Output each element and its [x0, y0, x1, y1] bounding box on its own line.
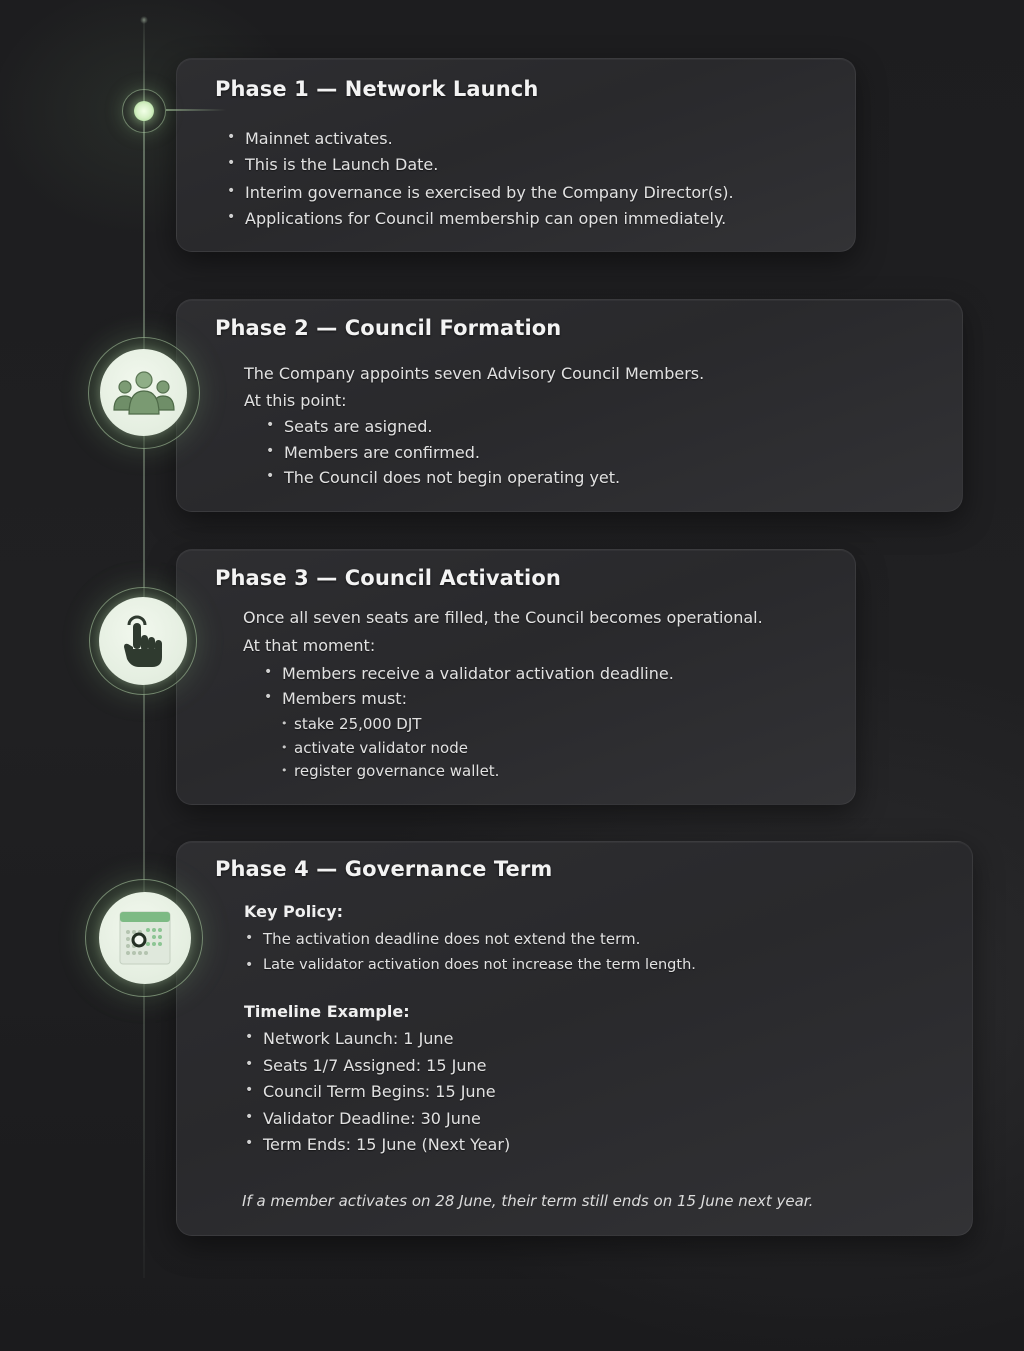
phase-2-intro: The Company appoints seven Advisory Council Members. — [244, 364, 705, 383]
calendar-icon — [119, 910, 171, 966]
hand-pointer-icon — [121, 611, 165, 671]
phase-2-bullet: • Members are confirmed. — [284, 443, 480, 462]
phase-3-lead: At that moment: — [243, 636, 376, 655]
phase-2-title: Phase 2 — Council Formation — [215, 316, 562, 340]
phase-3-card — [176, 549, 856, 805]
phase-3-bullet: • Members receive a validator activation deadline. — [282, 664, 674, 683]
timeline-item: • Council Term Begins: 15 June — [263, 1082, 496, 1101]
phase-1-card — [176, 58, 856, 252]
timeline-item: • Term Ends: 15 June (Next Year) — [263, 1135, 510, 1154]
phase-1-bullet: • This is the Launch Date. — [245, 155, 438, 174]
phase-1-bullet: • Interim governance is exercised by the Company Director(s). — [245, 183, 734, 202]
phase-3-sub-bullet: • activate validator node — [294, 739, 468, 757]
phase-1-bullet: • Applications for Council membership can open immediately. — [245, 209, 726, 228]
phase-3-sub-bullet: • register governance wallet. — [294, 762, 499, 780]
phase-3-title: Phase 3 — Council Activation — [215, 566, 561, 590]
timeline-example-heading: Timeline Example: — [244, 1002, 410, 1021]
phase-4-card — [176, 841, 973, 1236]
timeline-item: • Seats 1/7 Assigned: 15 June — [263, 1056, 486, 1075]
phase-4-node — [85, 879, 203, 997]
example-note: If a member activates on 28 June, their term still ends on 15 June next year. — [242, 1192, 814, 1210]
phase-3-sub-bullet: • stake 25,000 DJT — [294, 715, 421, 733]
key-policy-item: • Late validator activation does not increase the term length. — [263, 957, 696, 973]
timeline-item: • Network Launch: 1 June — [263, 1029, 453, 1048]
phase-2-bullet: • Seats are asigned. — [284, 417, 432, 436]
phase-3-intro: Once all seven seats are filled, the Council becomes operational. — [243, 608, 763, 627]
timeline-item: • Validator Deadline: 30 June — [263, 1109, 481, 1128]
phase-2-lead: At this point: — [244, 391, 347, 410]
phase-4-title: Phase 4 — Governance Term — [215, 857, 553, 881]
phase-3-bullet: • Members must: — [282, 689, 407, 708]
phase-2-node — [88, 337, 200, 449]
phase-2-card — [176, 299, 963, 512]
key-policy-item: • The activation deadline does not extend the term. — [263, 930, 640, 948]
key-policy-heading: Key Policy: — [244, 902, 343, 921]
phase-1-bullet: • Mainnet activates. — [245, 129, 393, 148]
phase-2-bullet: • The Council does not begin operating yet. — [284, 468, 620, 487]
phase-3-node — [89, 587, 197, 695]
phase-1-node — [122, 89, 166, 133]
phase-1-connector — [166, 109, 226, 111]
group-users-icon — [113, 370, 175, 416]
phase-1-title: Phase 1 — Network Launch — [215, 77, 539, 101]
glowing-dot-icon — [134, 101, 154, 121]
